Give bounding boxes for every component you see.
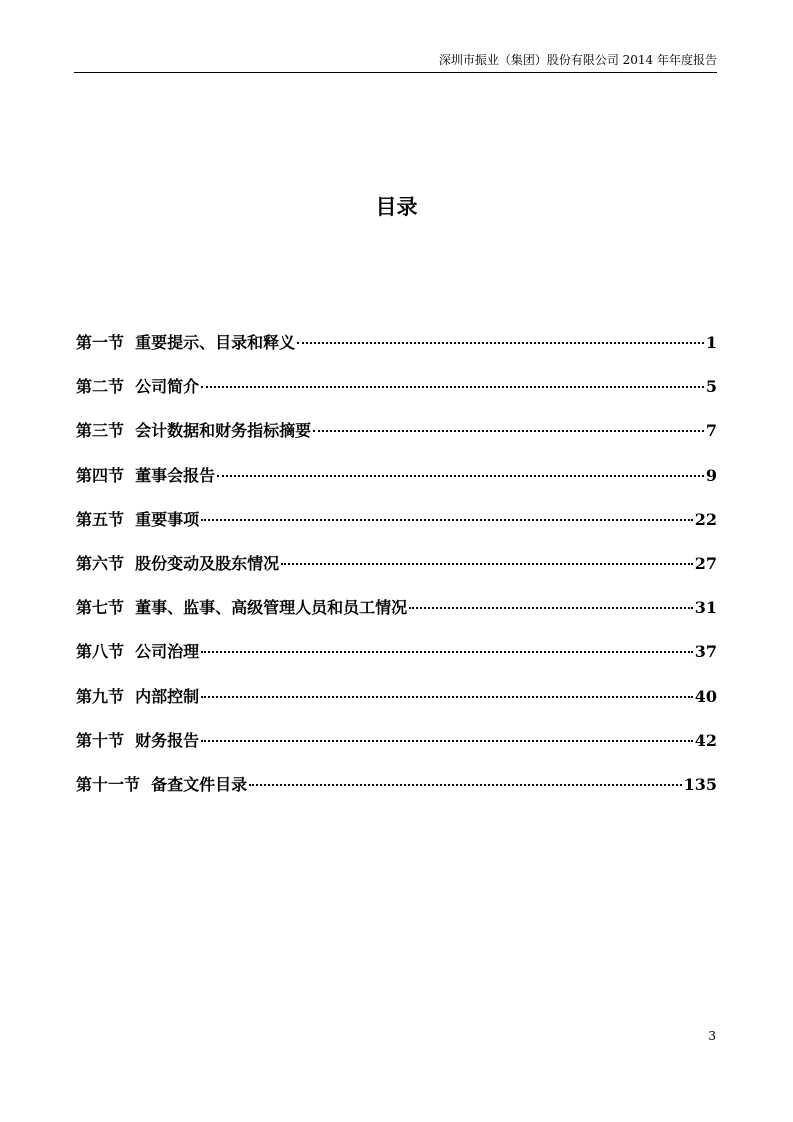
report-header-title: 深圳市振业（集团）股份有限公司 2014 年年度报告 (438, 53, 717, 67)
toc-section-name: 股份变动及股东情况 (135, 553, 280, 573)
toc-dot-leader (201, 696, 693, 698)
toc-section-number: 第六节 (76, 553, 125, 573)
toc-section-name: 重要提示、目录和释义 (135, 333, 296, 352)
toc-page-number: 27 (694, 553, 717, 573)
toc-section-number: 第五节 (76, 509, 125, 529)
toc-section-number: 第二节 (76, 377, 125, 397)
toc-entry-label (76, 596, 407, 620)
toc-entry-9[interactable] (76, 685, 717, 729)
toc-section-name: 内部控制 (135, 686, 200, 706)
toc-section-name: 董事、监事、高级管理人员和员工情况 (135, 598, 408, 618)
toc-dot-leader (201, 386, 704, 388)
toc-entry-8[interactable] (76, 640, 717, 684)
toc-page-number: 42 (694, 730, 717, 750)
toc-entry-label (76, 375, 199, 399)
toc-entry-label (76, 640, 199, 664)
toc-section-number: 第九节 (76, 686, 125, 706)
toc-section-name: 备查文件目录 (151, 774, 248, 794)
toc-page-number: 22 (694, 509, 717, 529)
toc-section-name: 董事会报告 (135, 465, 216, 485)
toc-entry-label (76, 464, 215, 488)
toc-entry-6[interactable] (76, 552, 717, 596)
toc-section-number: 第十一节 (76, 774, 141, 794)
toc-entry-11[interactable] (76, 773, 717, 817)
toc-entry-label (76, 729, 199, 753)
toc-section-number: 第七节 (76, 598, 125, 618)
toc-entry-4[interactable] (76, 464, 717, 508)
toc-section-name: 公司简介 (135, 377, 200, 397)
toc-entry-label (76, 331, 295, 355)
toc-page-number: 31 (694, 598, 717, 618)
toc-page-number: 7 (705, 421, 717, 441)
toc-dot-leader (297, 342, 704, 344)
toc-section-number: 第八节 (76, 642, 125, 662)
page-number: 3 (708, 1029, 716, 1043)
header-divider (74, 72, 717, 73)
toc-page-number: 40 (694, 686, 717, 706)
toc-entry-1[interactable] (76, 331, 717, 375)
toc-entry-10[interactable] (76, 729, 717, 773)
toc-dot-leader (249, 784, 681, 786)
toc-entry-7[interactable] (76, 596, 717, 640)
toc-entry-label (76, 508, 199, 532)
toc-title: 目录 (375, 195, 418, 219)
toc-dot-leader (217, 475, 704, 477)
toc-entry-2[interactable] (76, 375, 717, 419)
toc-dot-leader (409, 607, 693, 609)
toc-page-number: 135 (683, 774, 717, 794)
toc-section-number: 第三节 (76, 421, 125, 441)
toc-list (76, 331, 717, 817)
toc-entry-5[interactable] (76, 508, 717, 552)
toc-section-name: 重要事项 (135, 509, 200, 529)
toc-section-name: 公司治理 (135, 642, 200, 662)
toc-entry-label (76, 552, 279, 576)
toc-section-number: 第十节 (76, 730, 125, 750)
toc-page-number: 9 (705, 465, 717, 485)
toc-page-number: 37 (694, 642, 717, 662)
toc-section-number: 第四节 (76, 465, 125, 485)
toc-page-number: 1 (705, 333, 717, 352)
toc-entry-3[interactable] (76, 419, 717, 463)
toc-entry-label (76, 419, 311, 443)
toc-dot-leader (201, 651, 693, 653)
toc-page-number: 5 (705, 377, 717, 397)
toc-section-name: 会计数据和财务指标摘要 (135, 421, 312, 441)
toc-dot-leader (281, 563, 693, 565)
toc-entry-label (76, 685, 199, 709)
toc-section-name: 财务报告 (135, 730, 200, 750)
toc-dot-leader (313, 430, 704, 432)
toc-dot-leader (201, 519, 693, 521)
toc-entry-label (76, 773, 247, 797)
toc-section-number: 第一节 (76, 333, 125, 352)
toc-dot-leader (201, 740, 693, 742)
